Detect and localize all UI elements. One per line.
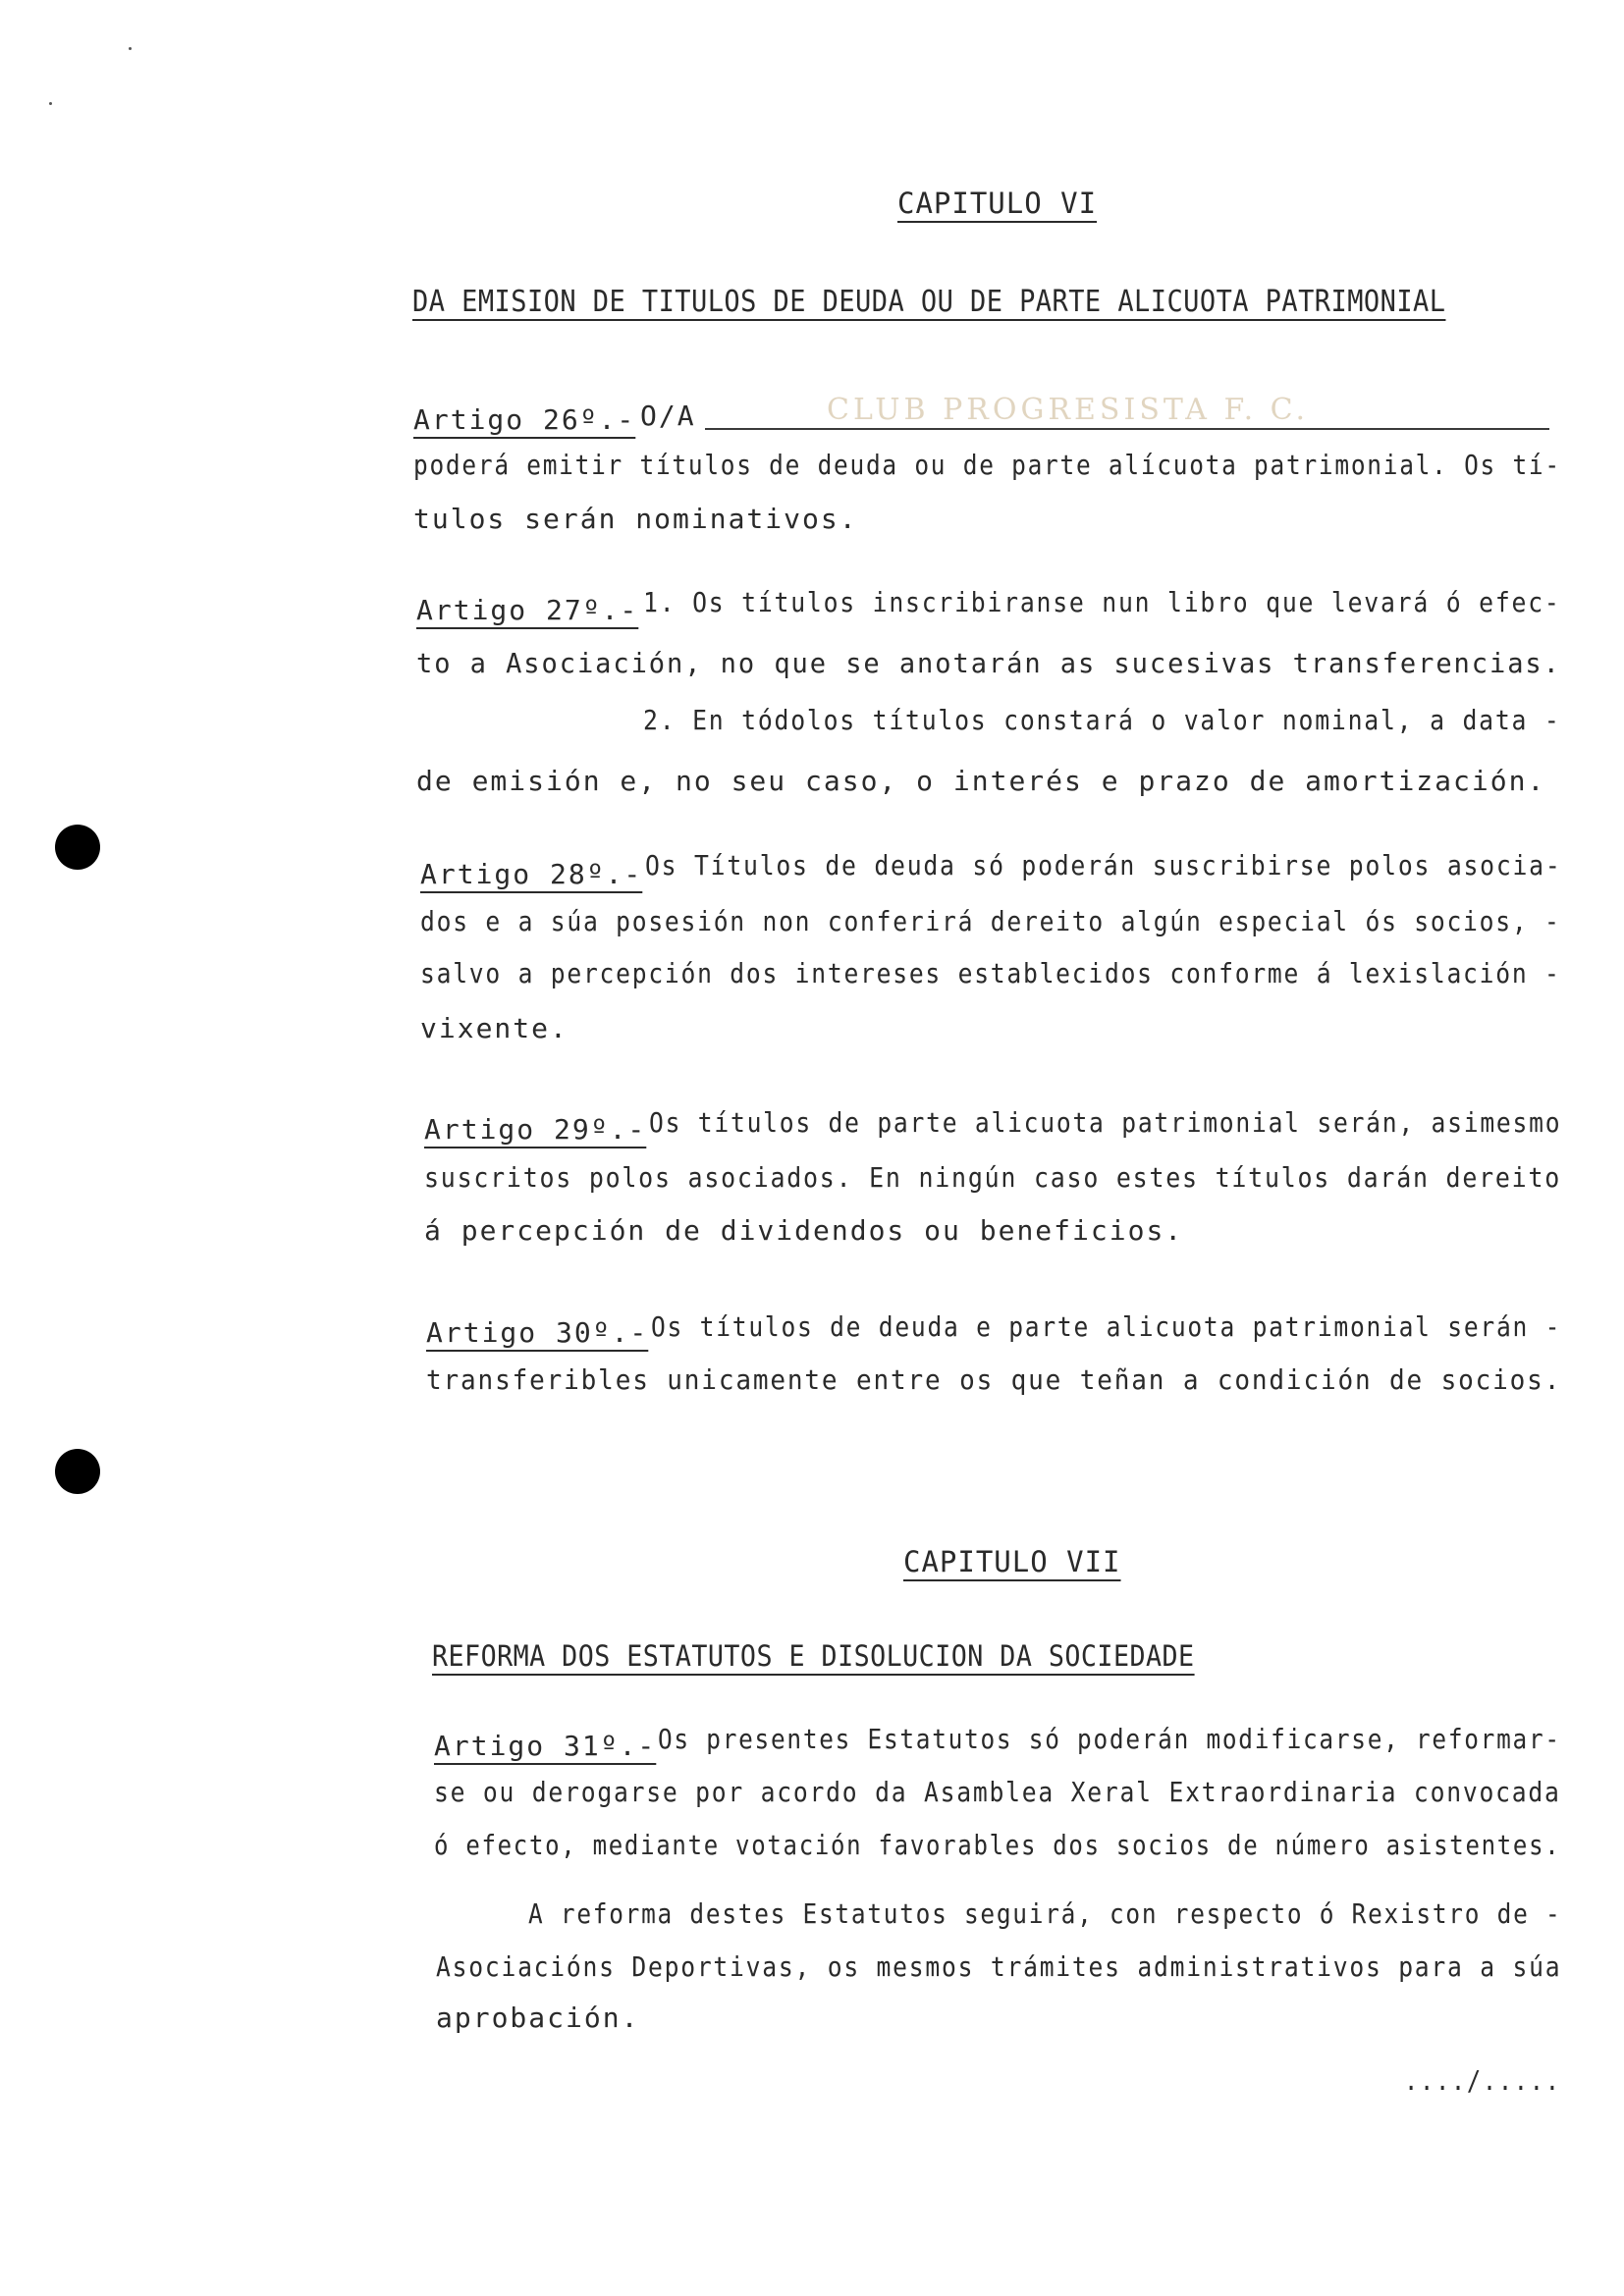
article-text: 1. Os títulos inscribiranse nun libro que levará ó efec- <box>643 586 1561 618</box>
punch-hole-bottom <box>55 1449 100 1494</box>
article-text: Os Títulos de deuda só poderán suscribirse polos asocia- <box>645 849 1562 881</box>
punch-hole-top <box>55 825 100 870</box>
speck <box>129 47 132 50</box>
article-label: Artigo 29º.- <box>424 1113 647 1146</box>
chapter-title: REFORMA DOS ESTATUTOS E DISOLUCION DA SOCIEDADE <box>432 1639 1195 1673</box>
article-text: Os títulos de parte alicuota patrimonial serán, asimesmo <box>649 1106 1562 1139</box>
article-text: Asociacións Deportivas, os mesmos trámites administrativos para a súa <box>436 1950 1562 1983</box>
article-text: transferibles unicamente entre os que teñan a condición de socios. <box>426 1363 1562 1396</box>
article-text: A reforma destes Estatutos seguirá, con respecto ó Rexistro de - <box>528 1897 1562 1930</box>
club-name-stamp: CLUB PROGRESISTA F. C. <box>827 393 1310 427</box>
article-subject: O/A <box>640 400 696 432</box>
article-label: Artigo 30º.- <box>426 1316 649 1349</box>
article-text: to a Asociación, no que se anotarán as sucesivas transferencias. <box>416 647 1561 679</box>
fill-in-line <box>705 428 1549 430</box>
article-text: ó efecto, mediante votación favorables dos socios de número asistentes. <box>434 1829 1561 1861</box>
article-text: suscritos polos asociados. En ningún caso estes títulos darán dereito <box>424 1161 1562 1194</box>
continuation-mark: ..../..... <box>1404 2064 1561 2097</box>
article-text: salvo a percepción dos intereses establecidos conforme á lexislación - <box>420 957 1561 989</box>
article-text: poderá emitir títulos de deuda ou de parte alícuota patrimonial. Os tí- <box>413 449 1561 481</box>
chapter-heading: CAPITULO VII <box>903 1545 1121 1578</box>
article-text: á percepción de dividendos ou beneficios. <box>424 1214 1184 1247</box>
article-text: tulos serán nominativos. <box>413 503 858 535</box>
chapter-heading: CAPITULO VI <box>897 187 1098 220</box>
article-text: se ou derogarse por acordo da Asamblea Xeral Extraordinaria convocada <box>434 1776 1561 1808</box>
chapter-title: DA EMISION DE TITULOS DE DEUDA OU DE PARTE ALICUOTA PATRIMONIAL <box>412 285 1446 319</box>
article-label: Artigo 31º.- <box>434 1730 657 1762</box>
article-text: vixente. <box>420 1012 568 1044</box>
article-label: Artigo 26º.- <box>413 403 636 436</box>
article-text: Os presentes Estatutos só poderán modificarse, reformar- <box>658 1723 1561 1755</box>
article-text: dos e a súa posesión non conferirá dereito algún especial ós socios, - <box>420 905 1561 937</box>
article-label: Artigo 28º.- <box>420 858 643 890</box>
article-text: Os títulos de deuda e parte alicuota patrimonial serán - <box>651 1310 1562 1343</box>
article-label: Artigo 27º.- <box>416 594 639 626</box>
article-text: 2. En tódolos títulos constará o valor nominal, a data - <box>643 704 1561 736</box>
article-text: aprobación. <box>436 2002 640 2034</box>
article-text: de emisión e, no seu caso, o interés e prazo de amortización. <box>416 765 1546 797</box>
speck <box>49 102 52 105</box>
